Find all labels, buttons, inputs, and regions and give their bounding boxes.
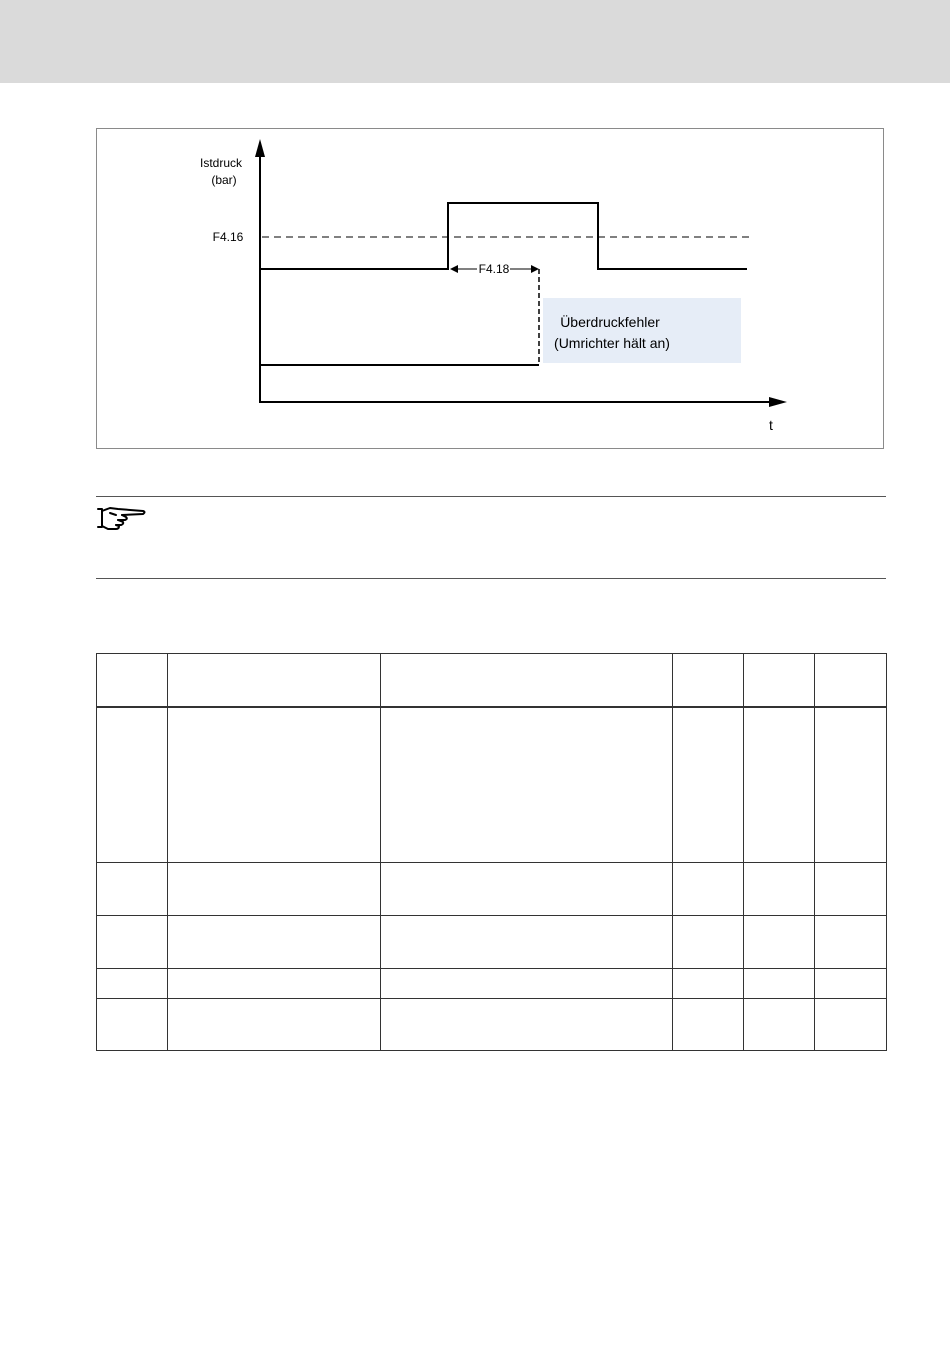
table-cell: [815, 916, 887, 969]
y-axis-arrow-icon: [255, 139, 265, 157]
header-cell: [815, 654, 887, 707]
table-cell: [168, 969, 381, 999]
x-axis-arrow-icon: [769, 397, 787, 407]
fault-label-line1: Überdruckfehler: [560, 314, 660, 330]
table-cell: [381, 707, 673, 863]
table-row: [97, 863, 887, 916]
table-cell: [381, 863, 673, 916]
table-cell: [744, 969, 815, 999]
fault-region: [543, 298, 741, 363]
table-cell: [744, 863, 815, 916]
x-axis-label: t: [769, 417, 773, 433]
note-top-rule: [96, 496, 886, 497]
table-cell: [168, 863, 381, 916]
table-cell: [815, 969, 887, 999]
table-cell: [97, 999, 168, 1051]
page-header-bar: [0, 0, 950, 83]
pressure-signal: [260, 203, 747, 269]
table-cell: [815, 863, 887, 916]
table-cell: [673, 916, 744, 969]
diagram-svg: [97, 129, 883, 448]
table-cell: [381, 999, 673, 1051]
table-row: [97, 916, 887, 969]
header-cell: [97, 654, 168, 707]
table-cell: [97, 969, 168, 999]
parameter-table: [96, 653, 887, 1051]
table-cell: [168, 999, 381, 1051]
header-cell: [744, 654, 815, 707]
threshold-label: F4.16: [212, 230, 244, 244]
table-cell: [744, 999, 815, 1051]
table-cell: [744, 916, 815, 969]
y-axis-label-line2: (bar): [211, 173, 237, 187]
table-header-row: [97, 654, 887, 707]
table-cell: [673, 863, 744, 916]
table-cell: [673, 707, 744, 863]
table-cell: [97, 707, 168, 863]
fault-label-line2: (Umrichter hält an): [554, 335, 670, 351]
table-row: [97, 999, 887, 1051]
table-row: [97, 969, 887, 999]
delay-arrow-right-icon: [531, 265, 539, 273]
overpressure-timing-diagram: [96, 128, 884, 449]
pointing-hand-icon: [96, 505, 148, 531]
delay-arrow-left-icon: [450, 265, 458, 273]
note-bottom-rule: [96, 578, 886, 579]
table-cell: [673, 999, 744, 1051]
y-axis-label-line1: Istdruck: [199, 156, 243, 170]
table-row: [97, 707, 887, 863]
header-cell: [168, 654, 381, 707]
table-cell: [744, 707, 815, 863]
table-cell: [815, 707, 887, 863]
table-cell: [168, 707, 381, 863]
table-cell: [673, 969, 744, 999]
header-cell: [381, 654, 673, 707]
table-cell: [381, 969, 673, 999]
table-cell: [97, 916, 168, 969]
table-cell: [815, 999, 887, 1051]
table-cell: [381, 916, 673, 969]
table-cell: [97, 863, 168, 916]
header-cell: [673, 654, 744, 707]
table-cell: [168, 916, 381, 969]
delay-label: F4.18: [478, 262, 510, 276]
